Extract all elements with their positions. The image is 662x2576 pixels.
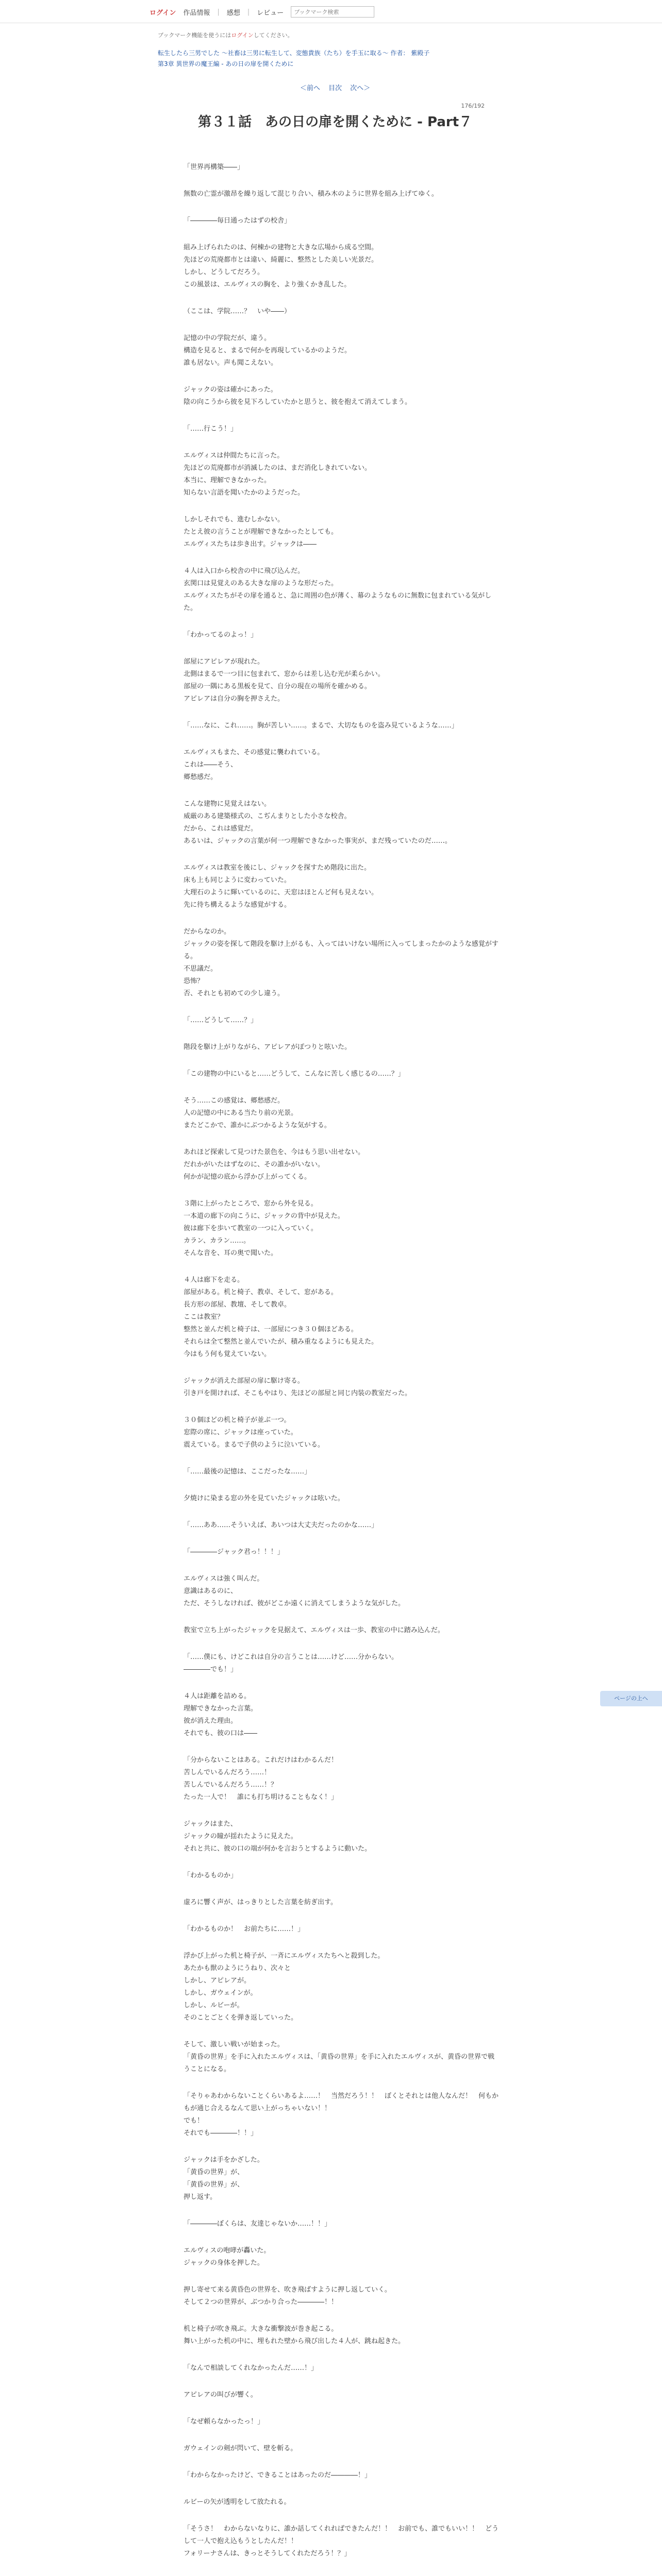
nav-divider: | — [247, 8, 250, 16]
novel-paragraph: 「なんで相談してくれなかったんだ……！」 — [184, 2364, 318, 2372]
novel-paragraph: 「そうさ！ わからないなりに、誰か話してくれればできたんだ！！ お前でも、誰でもいい！！ どうして一人で抱え込もうとしたんだ！！ フォリーナさんは、きっとそうしてくれただろう！？」 — [184, 2525, 499, 2557]
novel-paragraph: こんな建物に見覚えはない。 威厳のある建築様式の、こぢんまりとした小さな校舎。 だから、これは感覚だ。 あるいは、ジャックの言葉が何一つ理解できなかった事実が、まだ残っていたのだ……。 — [184, 800, 452, 845]
notice-login-link[interactable]: ログイン — [231, 32, 254, 39]
novel-paragraph: ４人は距離を詰める。 理解できなかった言葉。 彼が消えた理由。 それでも、彼の口は―― — [184, 1692, 258, 1737]
novel-paragraph: ジャックが消えた部屋の扉に駆け寄る。 引き戸を開ければ、そこもやはり、先ほどの部屋と同じ内装の教室だった。 — [184, 1377, 412, 1397]
novel-paragraph: エルヴィスもまた、その感覚に襲われている。 これは――そう、 郷愁感だ。 — [184, 749, 324, 781]
novel-paragraph: ３０個ほどの机と椅子が並ぶ一つ。 窓際の席に、ジャックは座っていた。 震えている。まるで子供のように泣いている。 — [184, 1416, 324, 1449]
novel-paragraph: ３階に上がったところで、窓から外を見る。 一本道の廊下の向こうに、ジャックの背中が見えた。 彼は廊下を歩いて教室の一つに入っていく。 カラン、カラン……。 そんな音を、耳の奥で聞いた。 — [184, 1200, 344, 1257]
novel-paragraph: 「わからなかったけど、できることはあったのだ――――！」 — [184, 2471, 371, 2479]
breadcrumb-novel-title[interactable]: 転生したら三男でした 〜社畜は三男に転生して、変態貴族（たち）を手玉に取る〜 — [158, 49, 389, 57]
episode-title: 第３１話 あの日の扉を開くために - Part７ — [197, 114, 473, 130]
novel-paragraph: 「……僕にも、けどこれは自分の言うことは……けど……分からない。 ――――でも！」 — [184, 1653, 399, 1673]
novel-paragraph: 夕焼けに染まる窓の外を見ていたジャックは呟いた。 — [184, 1495, 344, 1502]
novel-body — [150, 161, 521, 2576]
bookmark-notice — [158, 31, 521, 39]
novel-paragraph: エルヴィスは仲間たちに言った。 先ほどの荒廃都市が消滅したのは、まだ消化しきれていない。 本当に、理解できなかった。 知らない言語を聞いたかのようだった。 — [184, 452, 372, 497]
novel-paragraph: （ここは、学院……？ いや――） — [184, 308, 291, 315]
novel-paragraph: 階段を駆け上がりながら、アピレアがぽつりと呟いた。 — [184, 1043, 352, 1051]
novel-paragraph: 「――――ジャック君っ！！！」 — [184, 1548, 284, 1556]
novel-paragraph: だからなのか。 ジャックの姿を探して階段を駆け上がるも、入ってはいけない場所に入ってしまったかのような感覚がする。 不思議だ。 恐怖？ 否、それとも初めての少し違う。 — [184, 928, 499, 997]
breadcrumb-chapter: 第3章 異世界の魔王編 - あの日の扉を開くために — [158, 60, 294, 67]
breadcrumb — [158, 48, 521, 57]
novel-paragraph: 「……行こう！」 — [184, 425, 238, 433]
novel-paragraph: エルヴィスは教室を後にし、ジャックを探すため階段に出た。 床も上も同じように変わっていた。 大理石のように輝いているのに、天窓はほとんど何も見えない。 先に待ち構えるような感覚がする。 — [184, 864, 378, 909]
novel-paragraph: 机と椅子が吹き飛ぶ。大きな衝撃波が巻き起こる。 舞い上がった机の中に、埋もれた壁から飛び出した４人が、跳ね起きた。 — [184, 2325, 405, 2345]
novel-paragraph: エルヴィスは強く叫んだ。 意識はあるのに、 ただ、そうしなければ、彼がどこか遠くに消えてしまうような気がした。 — [184, 1575, 405, 1607]
breadcrumb-author[interactable]: 紫殿子 — [411, 49, 430, 57]
novel-paragraph: 「なぜ頼らなかったっ！」 — [184, 2418, 264, 2426]
novel-paragraph: そう……この感覚は、郷愁感だ。 人の記憶の中にある当たり前の光景。 またどこかで、誰かにぶつかるような気がする。 — [184, 1097, 331, 1129]
nav-link-work-info[interactable]: 作品情報 — [183, 9, 210, 17]
novel-paragraph: ４人は廊下を走る。 部屋がある。机と椅子、教卓、そして、窓がある。 長方形の部屋、教壇、そして教卓。 ここは教室？ 整然と並んだ机と椅子は、一部屋につき３０個ほどある。 それらは全て整然と並んでいたが、積み重なるようにも見えた。 今はもう何も覚えていない。 — [184, 1276, 378, 1358]
novel-paragraph: 無数の亡霊が激昂を繰り返して混じり合い、積み木のように世界を組み上げてゆく。 — [184, 190, 438, 198]
novel-paragraph: 「……最後の記憶は、ここだったな……」 — [184, 1468, 311, 1476]
novel-paragraph: 虚ろに響く声が、はっきりとした言葉を紡ぎ出す。 — [184, 1899, 337, 1906]
login-link[interactable]: ログイン — [150, 9, 176, 17]
next-episode-link[interactable]: 次へ＞ — [350, 84, 371, 92]
nav-link-impressions[interactable]: 感想 — [226, 9, 240, 17]
novel-paragraph: ジャックの姿は確かにあった。 陰の向こうから彼を見下ろしていたかと思うと、彼を抱えて消えてしまう。 — [184, 386, 412, 406]
main-content — [150, 31, 521, 2576]
novel-paragraph: 「――――ぼくらは、友達じゃないか……！！」 — [184, 2220, 332, 2228]
novel-paragraph: 「――――毎日通ったはずの校舎」 — [184, 217, 291, 225]
novel-paragraph: ルビーの矢が透明をして放たれる。 — [184, 2498, 291, 2506]
episode-pager — [150, 82, 521, 92]
novel-paragraph: そして、激しい戦いが始まった。 「黄昏の世界」を手に入れたエルヴィスは、「黄昏の世界」を手に入れたエルヴィスが、黄昏の世界で戦うことになる。 — [184, 2041, 494, 2073]
novel-paragraph: ４人は入口から校舎の中に飛び込んだ。 玄関口は見覚えのある大きな扉のような形だった。 エルヴィスたちがその扉を通ると、急に周囲の色が薄く、幕のようなものに無数に包まれている気がした。 — [184, 567, 491, 612]
novel-paragraph: 「……どうして……？」 — [184, 1016, 258, 1024]
novel-paragraph: 「わかってるのよっ！」 — [184, 631, 258, 639]
nav-divider: | — [217, 8, 220, 16]
nav-link-reviews[interactable]: レビュー — [257, 9, 284, 17]
novel-paragraph: エルヴィスの咆哮が轟いた。 ジャックの身体を押した。 — [184, 2247, 271, 2267]
novel-paragraph: 記憶の中の学院だが、違う。 構造を見ると、まるで何かを再現しているかのようだ。 誰も居ない。声も聞こえない。 — [184, 334, 351, 367]
novel-paragraph: しかしそれでも、進むしかない。 たとえ彼の言うことが理解できなかったとしても。 エルヴィスたちは歩き出す。ジャックは―― — [184, 516, 338, 548]
novel-paragraph: アピレアの叫びが響く。 — [184, 2391, 257, 2399]
novel-paragraph: 浮かび上がった机と椅子が、一斉にエルヴィスたちへと殺到した。 あたかも獣のようにうねり、次々と しかし、アピレアが。 しかし、ガウェインが。 しかし、ルビーが。 そのことごとくを弾き返していった。 — [184, 1952, 385, 2022]
episode-number: 176/192 — [461, 103, 485, 109]
novel-paragraph: あれほど探索して見つけた景色を、今はもう思い出せない。 だれかがいたはずなのに、その誰かがいない。 何かが記憶の底から浮かび上がってくる。 — [184, 1148, 365, 1181]
novel-paragraph: 教室で立ち上がったジャックを見据えて、エルヴィスは一歩、教室の中に踏み込んだ。 — [184, 1626, 444, 1634]
novel-paragraph: ジャックは手をかざした。 「黄昏の世界」が、 「黄昏の世界」が、 押し返す。 — [184, 2156, 264, 2201]
nav-menu — [150, 6, 374, 18]
novel-paragraph: 「世界再構築――」 — [184, 163, 244, 171]
top-navigation-bar — [0, 0, 662, 23]
novel-paragraph: 「……なに、これ……。胸が苦しい……。まるで、大切なものを盗み見ているような……」 — [184, 722, 458, 730]
novel-paragraph: 「分からないことはある。これだけはわかるんだ！ 苦しんでいるんだろう……！ 苦しんでいるんだろう……！？ たった一人で！ 誰にも打ち明けることもなく！」 — [184, 1756, 338, 1801]
novel-paragraph: 「この建物の中にいると……どうして、こんなに苦しく感じるの……？」 — [184, 1070, 405, 1078]
index-link[interactable]: 目次 — [328, 84, 342, 92]
novel-paragraph: ガウェインの剣が閃いて、壁を斬る。 — [184, 2445, 297, 2452]
bookmark-search-input[interactable] — [291, 6, 374, 18]
notice-prefix: ブックマーク機能を使うには — [158, 32, 231, 39]
notice-suffix: してください。 — [253, 32, 293, 39]
breadcrumb-author-label: 作者： — [390, 49, 409, 57]
novel-paragraph: 「……ああ……そういえば、あいつは大丈夫だったのかな……」 — [184, 1521, 378, 1529]
novel-paragraph: 組み上げられたのは、何棟かの建物と大きな広場から成る空間。 先ほどの荒廃都市とは違い、綺麗に、整然とした美しい光景だ。 しかし、どうしてだろう。 この風景は、エルヴィスの胸を、より強くかき乱した。 — [184, 244, 378, 289]
scroll-top-tab[interactable]: ページの上へ — [600, 1691, 662, 1706]
novel-paragraph: 部屋にアピレアが現れた。 北側はまるで一つ目に包まれて、窓からは差し込む光が柔らかい。 部屋の一隅にある黒板を見て、自分の現在の場所を確かめる。 アピレアは自分の胸を押さえた。 — [184, 658, 385, 703]
novel-paragraph: 押し寄せて来る黄昏色の世界を、吹き飛ばすように押し返していく。 そして２つの世界が、ぶつかり合った――――！！ — [184, 2286, 391, 2306]
novel-paragraph: 「わかるものか！ お前たちに……！」 — [184, 1925, 305, 1933]
prev-episode-link[interactable]: ＜前へ — [300, 84, 320, 92]
novel-paragraph: 「わかるものか」 — [184, 1872, 238, 1879]
novel-paragraph: 「そりゃあわからないことくらいあるよ……！ 当然だろう！！ ぼくとそれとは他人なんだ！ 何もかもが通じ合えるなんて思い上がっちゃいない！！ でも！ それでも――――！！」 — [184, 2092, 499, 2137]
novel-paragraph: ジャックはまた、 ジャックの瞳が揺れたように見えた。 それと共に、彼の口の端が何かを言おうとするように動いた。 — [184, 1820, 372, 1853]
